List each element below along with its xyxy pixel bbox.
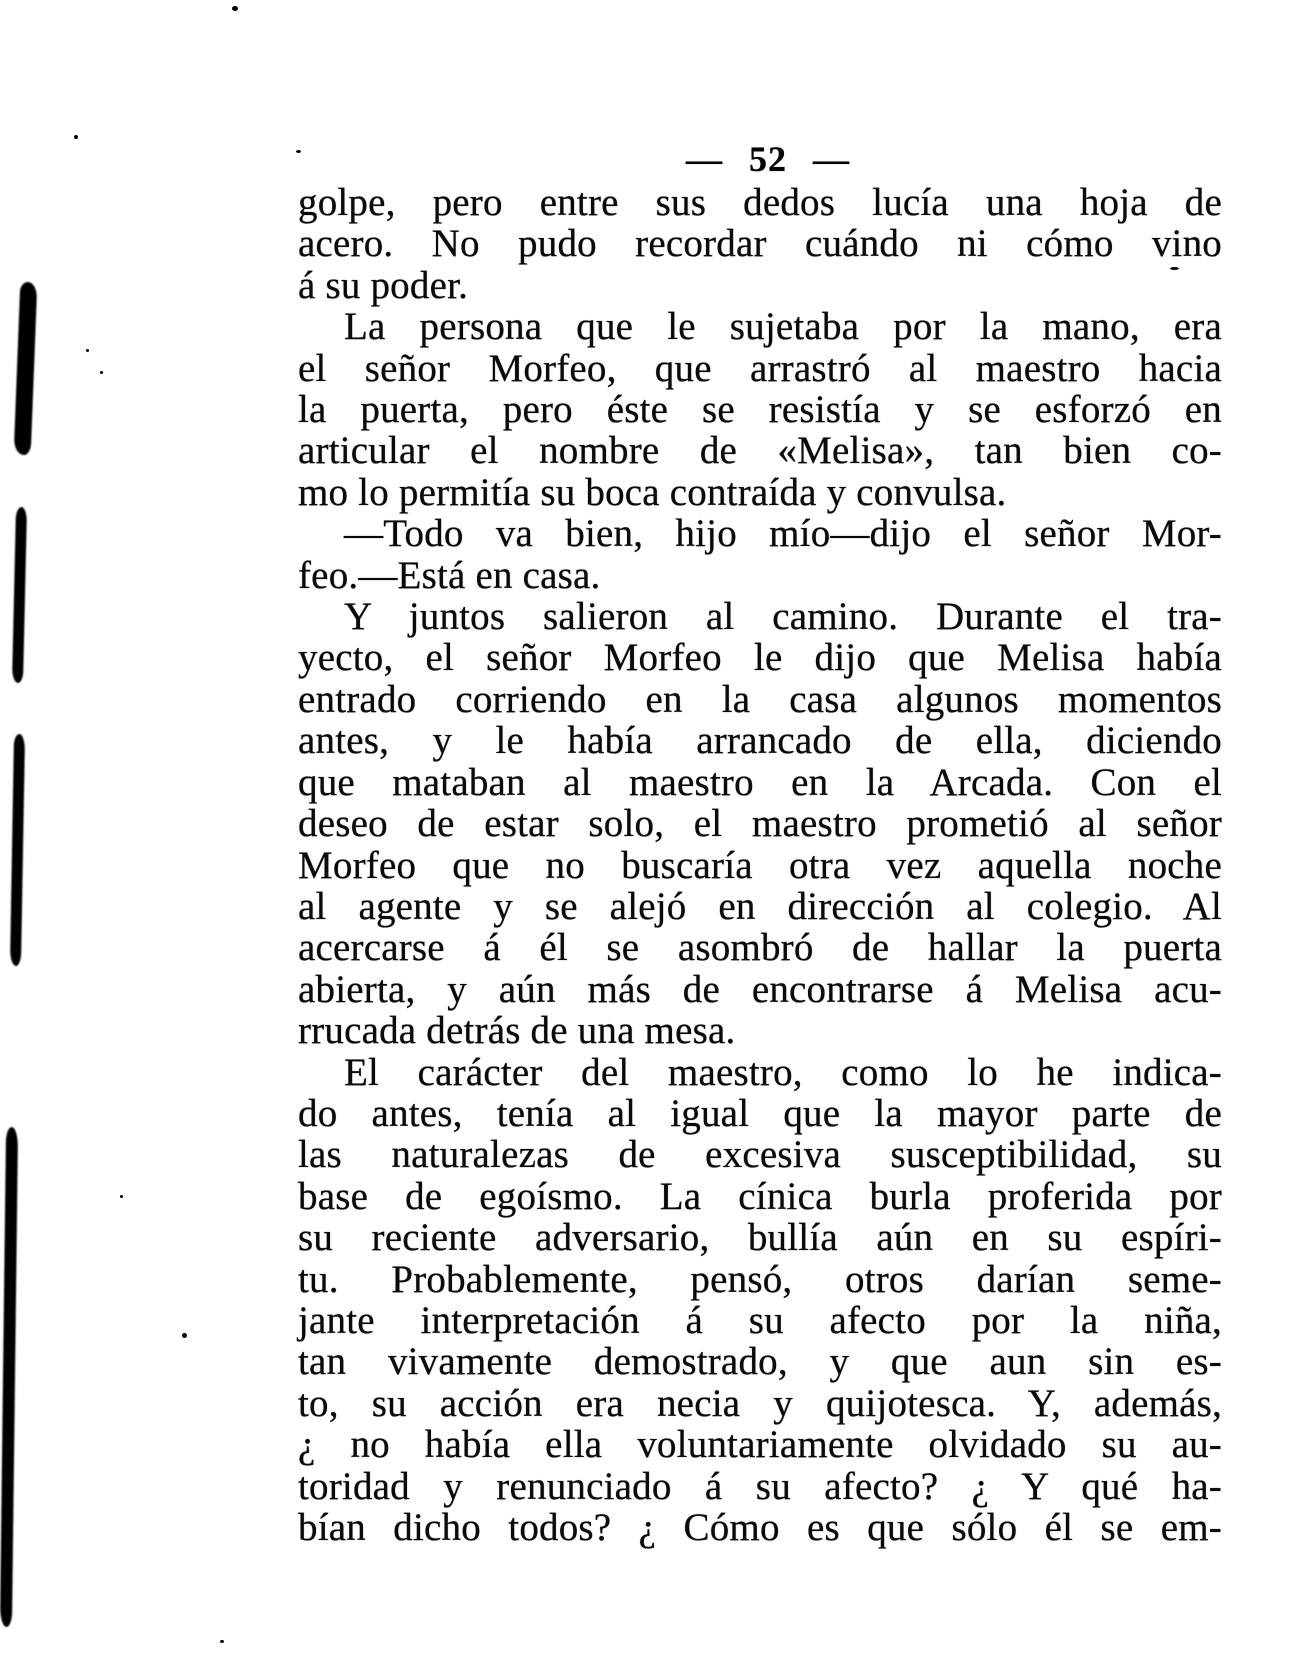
text-line: mo lo permitía su boca contraída y convulsa. bbox=[298, 470, 1007, 514]
text-line: Morfeo que no buscaría otra vez aquella noche bbox=[298, 843, 1222, 887]
binding-smudge bbox=[10, 734, 25, 966]
text-line: articular el nombre de «Melisa», tan bien co- bbox=[298, 429, 1222, 473]
binding-smudge bbox=[12, 507, 27, 683]
text-line: acercarse á él se asombró de hallar la puerta bbox=[298, 926, 1222, 970]
text-line: entrado corriendo en la casa algunos momentos bbox=[298, 677, 1222, 721]
text-line: yecto, el señor Morfeo le dijo que Melisa había bbox=[298, 636, 1222, 680]
text-line: Y juntos salieron al camino. Durante el tra- bbox=[344, 595, 1222, 639]
text-line: jante interpretación á su afecto por la niña, bbox=[298, 1298, 1222, 1342]
ink-speck bbox=[296, 150, 301, 153]
text-line: deseo de estar solo, el maestro prometió al señor bbox=[298, 802, 1222, 846]
text-line: al agente y se alejó en dirección al colegio. Al bbox=[298, 884, 1222, 928]
page-number: — 52 — bbox=[686, 139, 850, 179]
ink-speck bbox=[1170, 267, 1179, 270]
text-line: antes, y le había arrancado de ella, diciendo bbox=[298, 719, 1222, 763]
text-line: El carácter del maestro, como lo he indica- bbox=[344, 1050, 1222, 1094]
text-line: las naturalezas de excesiva susceptibilidad, su bbox=[298, 1133, 1222, 1177]
text-line: á su poder. bbox=[298, 263, 469, 307]
text-line: la puerta, pero éste se resistía y se esforzó en bbox=[298, 388, 1222, 432]
text-line: tan vivamente demostrado, y que aun sin es- bbox=[298, 1340, 1222, 1384]
text-line: —Todo va bien, hijo mío—dijo el señor Mor- bbox=[344, 512, 1222, 556]
text-line: feo.—Está en casa. bbox=[298, 553, 601, 597]
binding-smudge bbox=[14, 282, 38, 456]
text-line: to, su acción era necia y quijotesca. Y, además, bbox=[298, 1381, 1222, 1425]
ink-speck bbox=[86, 349, 89, 352]
ink-speck bbox=[120, 1195, 123, 1198]
ink-speck bbox=[100, 371, 103, 374]
ink-speck bbox=[74, 135, 78, 139]
text-line: do antes, tenía al igual que la mayor parte de bbox=[298, 1091, 1222, 1135]
text-line: rrucada detrás de una mesa. bbox=[298, 1009, 736, 1053]
text-line: base de egoísmo. La cínica burla proferida por bbox=[298, 1174, 1222, 1218]
ink-speck bbox=[182, 1333, 187, 1338]
text-line: bían dicho todos? ¿ Cómo es que sólo él se em- bbox=[298, 1506, 1222, 1549]
ink-speck bbox=[232, 6, 238, 11]
text-line: ¿ no había ella voluntariamente olvidado su au- bbox=[298, 1423, 1222, 1467]
text-line: que mataban al maestro en la Arcada. Con el bbox=[298, 760, 1222, 804]
text-line: La persona que le sujetaba por la mano, era bbox=[344, 305, 1222, 349]
text-line: abierta, y aún más de encontrarse á Melisa acu- bbox=[298, 967, 1222, 1011]
text-line: golpe, pero entre sus dedos lucía una hoja de bbox=[298, 181, 1222, 224]
text-line: el señor Morfeo, que arrastró al maestro hacia bbox=[298, 346, 1222, 390]
text-line: acero. No pudo recordar cuándo ni cómo vino bbox=[298, 222, 1222, 266]
ink-speck bbox=[220, 1640, 224, 1643]
text-line: tu. Probablemente, pensó, otros darían seme- bbox=[298, 1257, 1222, 1301]
text-line: toridad y renunciado á su afecto? ¿ Y qué ha- bbox=[298, 1464, 1222, 1508]
text-line: su reciente adversario, bullía aún en su espíri- bbox=[298, 1216, 1222, 1260]
binding-smudge bbox=[0, 1127, 18, 1627]
text-block bbox=[298, 182, 1222, 1548]
